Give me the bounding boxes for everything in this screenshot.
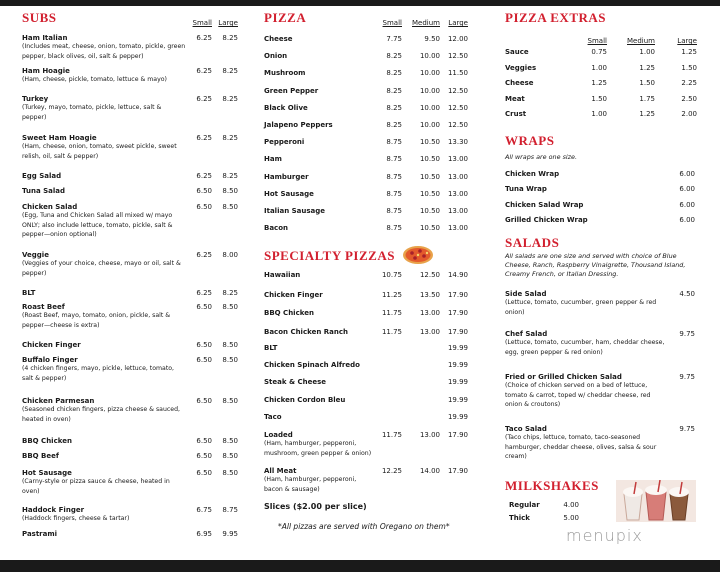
specialty-item-large-price: 19.99 — [447, 413, 468, 421]
extras-item-medium-price: 1.75 — [639, 94, 655, 103]
extras-title: PIZZA EXTRAS — [505, 10, 606, 25]
wrap-item-price: 6.00 — [679, 185, 695, 194]
sub-item-desc: (Includes meat, cheese, onion, tomato, pickle, green pepper, black olives, oil, salt & pepper) — [22, 43, 186, 60]
pizza-item-large-price: 11.50 — [447, 69, 468, 78]
pizza-item — [264, 224, 474, 232]
pizza-item-name: Pepperoni — [264, 138, 305, 147]
sub-item-name: Veggie — [22, 251, 49, 259]
milkshake-item — [509, 514, 589, 522]
sub-item-name: Chicken Finger — [22, 341, 81, 349]
pizza-item — [264, 138, 474, 146]
sub-item-name: Turkey — [22, 95, 49, 103]
sub-item-large-price: 8.25 — [222, 95, 238, 103]
sub-item-name: Haddock Finger — [22, 506, 85, 514]
wrap-item-name: Tuna Wrap — [505, 185, 547, 194]
specialty-item-large-price: 19.99 — [447, 361, 468, 369]
extras-item-name: Crust — [505, 110, 527, 118]
pizza-item-small-price: 8.75 — [386, 138, 402, 147]
sub-item-desc: (Carny-style or pizza sauce & cheese, heated in oven) — [22, 478, 170, 495]
sub-item-small-price: 6.25 — [196, 289, 212, 297]
pizza-item-name: Bacon — [264, 224, 289, 233]
specialty-item — [264, 309, 474, 317]
subs-header — [22, 10, 244, 32]
sub-item-name: Tuna Salad — [22, 187, 66, 195]
specialty-item-name: All Meat — [264, 467, 297, 475]
salad-item-price: 4.50 — [679, 290, 695, 298]
salad-item-name: Chef Salad — [505, 330, 548, 338]
specialty-item-desc: (Ham, hamburger, pepperoni, bacon & sausage) — [264, 476, 357, 493]
right-column — [505, 10, 703, 522]
sub-item — [22, 34, 244, 61]
extras-item — [505, 79, 703, 87]
pizza-item-large-price: 12.50 — [447, 121, 468, 129]
specialty-item-medium-price: 14.00 — [419, 467, 440, 475]
extras-item-small-price: 1.00 — [591, 63, 607, 72]
sub-item — [22, 397, 244, 424]
extras-item — [505, 95, 703, 103]
wrap-item — [505, 185, 703, 193]
specialty-item-medium-price: 12.50 — [419, 271, 440, 279]
specialty-item — [264, 467, 474, 494]
salad-item — [505, 373, 703, 410]
pizza-item — [264, 69, 474, 77]
subs-title: SUBS — [22, 10, 57, 25]
sub-item-large-price: 8.50 — [222, 187, 238, 195]
sub-item-large-price: 8.25 — [222, 289, 238, 297]
slices-price: Slices ($2.00 per slice) — [264, 502, 367, 511]
sub-item — [22, 251, 244, 278]
sub-item-large-price: 8.25 — [222, 134, 238, 142]
pizza-item-medium-price: 10.50 — [419, 138, 440, 147]
pizza-item-large-price: 13.30 — [447, 138, 468, 147]
specialty-item-large-price: 17.90 — [447, 467, 468, 475]
sub-item — [22, 437, 244, 445]
pizza-item-large-price: 12.50 — [447, 52, 468, 61]
sub-item-desc: (4 chicken fingers, mayo, pickle, lettuce, tomato, salt & pepper) — [22, 365, 175, 382]
specialty-item-name: Hawaiian — [264, 271, 301, 279]
extras-item-small-price: 1.00 — [591, 110, 607, 118]
salad-item-desc: (Taco chips, lettuce, tomato, taco-seasoned hamburger, cheddar cheese, olives, salsa & sour cream) — [505, 434, 657, 461]
sub-item-small-price: 6.50 — [196, 203, 212, 211]
salad-item — [505, 290, 703, 317]
specialty-item-large-price: 19.99 — [447, 378, 468, 386]
salad-item-name: Taco Salad — [505, 425, 547, 433]
sub-item-large-price: 8.50 — [222, 452, 238, 460]
wrap-item-price: 6.00 — [679, 215, 695, 224]
specialty-item-medium-price: 13.00 — [419, 431, 440, 439]
salad-item-desc: (Lettuce, tomato, cucumber, green pepper & red onion) — [505, 299, 657, 316]
specialty-item — [264, 291, 474, 299]
sub-item — [22, 67, 244, 85]
wrap-item-name: Grilled Chicken Wrap — [505, 215, 588, 224]
wrap-item — [505, 170, 703, 178]
pizza-item — [264, 173, 474, 181]
pizza-item-medium-price: 10.50 — [419, 155, 440, 164]
salad-item-desc: (Choice of chicken served on a bed of lettuce, tomato & carrot, toped w/ cheddar cheese, red onion & croutons) — [505, 382, 651, 409]
salad-item-price: 9.75 — [679, 373, 695, 381]
pizza-item-name: Hamburger — [264, 172, 309, 181]
sub-item — [22, 134, 244, 161]
top-border — [0, 0, 720, 6]
extras-item — [505, 48, 703, 56]
specialty-item-large-price: 19.99 — [447, 396, 468, 404]
pizza-header — [264, 10, 474, 32]
specialty-item-name: Chicken Cordon Bleu — [264, 396, 346, 404]
sub-item-large-price: 8.50 — [222, 356, 238, 364]
extras-item — [505, 110, 703, 118]
specialty-item — [264, 328, 474, 336]
pizza-item-name: Green Pepper — [264, 86, 319, 95]
extras-item-name: Cheese — [505, 79, 534, 87]
specialty-item-large-price: 17.90 — [447, 291, 468, 299]
sub-item-large-price: 8.25 — [222, 67, 238, 75]
pizza-item-small-price: 8.25 — [386, 52, 402, 61]
extras-item-small-price: 0.75 — [591, 48, 607, 56]
wrap-item-name: Chicken Salad Wrap — [505, 200, 584, 209]
wrap-item-name: Chicken Wrap — [505, 170, 560, 178]
salad-item-price: 9.75 — [679, 330, 695, 338]
sub-item — [22, 203, 244, 240]
milkshake-item-price: 5.00 — [563, 514, 579, 522]
subs-small-header: Small — [192, 19, 212, 27]
oregano-note: *All pizzas are served with Oregano on them* — [278, 522, 450, 531]
pizza-item-large-price: 12.00 — [447, 35, 468, 43]
specialty-item-name: Chicken Finger — [264, 291, 323, 299]
pizza-icon — [402, 245, 434, 265]
sub-item-large-price: 8.50 — [222, 469, 238, 477]
sub-item-name: BBQ Beef — [22, 452, 59, 460]
sub-item-large-price: 8.50 — [222, 397, 238, 405]
sub-item-small-price: 6.50 — [196, 187, 212, 195]
pizza-item-medium-price: 9.50 — [424, 35, 440, 43]
extras-item-medium-price: 1.25 — [639, 63, 655, 72]
sub-item-large-price: 8.75 — [222, 506, 238, 514]
pizza-section — [264, 10, 474, 531]
extras-item-large-price: 2.50 — [681, 94, 697, 103]
specialty-item-small-price: 11.75 — [381, 431, 402, 439]
subs-large-header: Large — [218, 19, 238, 27]
sub-item-small-price: 6.50 — [196, 341, 212, 349]
specialty-item-small-price: 10.75 — [381, 271, 402, 279]
pizza-item-large-price: 12.50 — [447, 86, 468, 95]
pizza-item — [264, 121, 474, 129]
extras-item-name: Veggies — [505, 63, 537, 72]
specialty-item-large-price: 17.90 — [447, 309, 468, 317]
sub-item-desc: (Turkey, mayo, tomato, pickle, lettuce, salt & pepper) — [22, 104, 162, 121]
sub-item-name: Ham Hoagie — [22, 67, 70, 75]
sub-item — [22, 452, 244, 460]
salad-item-desc: (Lettuce, tomato, cucumber, ham, cheddar cheese, egg, green pepper & red onion) — [505, 339, 665, 356]
specialty-item-name: Bacon Chicken Ranch — [264, 328, 348, 336]
specialty-title: SPECIALTY PIZZAS — [264, 248, 395, 263]
salads-note: All salads are one size and served with choice of Blue Cheese, Ranch, Raspberry Vinaigrette, Thousand Island, Creamy French, or Italian Dressing. — [505, 252, 686, 278]
specialty-item-medium-price: 13.00 — [419, 328, 440, 336]
extras-item-large-price: 2.00 — [681, 110, 697, 118]
sub-item-name: Pastrami — [22, 530, 58, 538]
pizza-item-name: Hot Sausage — [264, 189, 314, 198]
pizza-item-name: Italian Sausage — [264, 207, 326, 215]
pizza-item-small-price: 8.75 — [386, 207, 402, 215]
pizza-item-medium-price: 10.00 — [419, 103, 440, 112]
specialty-item-large-price: 14.90 — [447, 271, 468, 279]
specialty-item-large-price: 19.99 — [447, 344, 468, 352]
pizza-item — [264, 104, 474, 112]
sub-item-name: Buffalo Finger — [22, 356, 78, 364]
pizza-item-medium-price: 10.00 — [419, 121, 440, 129]
pizza-item-large-price: 13.00 — [447, 155, 468, 164]
wraps-note: All wraps are one size. — [505, 153, 577, 161]
specialty-item — [264, 378, 474, 386]
pizza-item-medium-price: 10.00 — [419, 52, 440, 61]
sub-item-name: BLT — [22, 289, 36, 297]
specialty-item-name: BBQ Chicken — [264, 309, 314, 317]
specialty-item-small-price: 11.25 — [381, 291, 402, 299]
sub-item-large-price: 8.25 — [222, 34, 238, 42]
pizza-item-large-price: 13.00 — [447, 224, 468, 233]
milkshake-item-price: 4.00 — [563, 501, 579, 509]
pizza-item-medium-price: 10.50 — [419, 224, 440, 233]
pizza-item-medium-price: 10.50 — [419, 207, 440, 215]
milkshake-icon — [616, 480, 696, 522]
specialty-item — [264, 413, 474, 421]
pizza-item-small-price: 8.25 — [386, 121, 402, 129]
sub-item-large-price: 8.25 — [222, 172, 238, 180]
specialty-item-name: Taco — [264, 413, 282, 421]
salad-item-price: 9.75 — [679, 425, 695, 433]
sub-item-small-price: 6.25 — [196, 251, 212, 259]
sub-item-small-price: 6.50 — [196, 437, 212, 445]
specialty-header — [264, 248, 474, 268]
pizza-large-header: Large — [448, 19, 468, 27]
subs-section — [22, 10, 244, 538]
pizza-title: PIZZA — [264, 10, 307, 25]
sub-item — [22, 530, 244, 538]
pizza-item-large-price: 12.50 — [447, 103, 468, 112]
extras-item-large-price: 1.50 — [681, 63, 697, 72]
specialty-item-name: Loaded — [264, 431, 293, 439]
extras-item — [505, 64, 703, 72]
sub-item-large-price: 8.50 — [222, 341, 238, 349]
sub-item-small-price: 6.95 — [196, 530, 212, 538]
milkshake-item-name: Regular — [509, 501, 540, 509]
pizza-item-small-price: 8.25 — [386, 103, 402, 112]
sub-item — [22, 187, 244, 195]
pizza-item-name: Onion — [264, 52, 288, 61]
salad-item-name: Fried or Grilled Chicken Salad — [505, 373, 622, 381]
wraps-title: WRAPS — [505, 133, 555, 148]
pizza-item — [264, 87, 474, 95]
wrap-item-price: 6.00 — [679, 200, 695, 209]
pizza-item-large-price: 13.00 — [447, 207, 468, 215]
extras-item-medium-price: 1.00 — [639, 48, 655, 56]
extras-medium-header: Medium — [627, 37, 655, 45]
sub-item-small-price: 6.25 — [196, 134, 212, 142]
milkshake-item-name: Thick — [509, 514, 530, 522]
specialty-item — [264, 344, 474, 352]
extras-header — [505, 10, 703, 45]
salad-item — [505, 425, 703, 462]
pizza-item-small-price: 8.25 — [386, 69, 402, 78]
milkshakes-title: MILKSHAKES — [505, 478, 599, 493]
sub-item — [22, 303, 244, 330]
specialty-item-small-price: 11.75 — [381, 309, 402, 317]
pizza-item-small-price: 8.75 — [386, 224, 402, 233]
extras-small-header: Small — [587, 37, 607, 45]
salad-item — [505, 330, 703, 357]
sub-item — [22, 506, 244, 524]
specialty-item-small-price: 11.75 — [381, 328, 402, 336]
sub-item — [22, 341, 244, 349]
pizza-small-header: Small — [382, 19, 402, 27]
specialty-item-large-price: 17.90 — [447, 431, 468, 439]
pizza-item — [264, 190, 474, 198]
sub-item-small-price: 6.50 — [196, 356, 212, 364]
specialty-item — [264, 271, 474, 279]
specialty-item — [264, 431, 474, 458]
menupix-watermark: menupix — [566, 526, 643, 545]
pizza-item-medium-price: 10.50 — [419, 189, 440, 198]
pizza-item-medium-price: 10.00 — [419, 69, 440, 78]
pizza-item — [264, 52, 474, 60]
pizza-item-small-price: 8.75 — [386, 189, 402, 198]
sub-item-small-price: 6.25 — [196, 67, 212, 75]
pizza-item-name: Jalapeno Peppers — [264, 121, 333, 129]
sub-item-name: Chicken Parmesan — [22, 397, 95, 405]
extras-item-large-price: 1.25 — [681, 48, 697, 56]
sub-item-name: Hot Sausage — [22, 469, 72, 477]
sub-item-desc: (Egg, Tuna and Chicken Salad all mixed w/ mayo ONLY; also include lettuce, tomato, pickle, salt & pepper—onion optional) — [22, 212, 173, 239]
pizza-item-large-price: 13.00 — [447, 172, 468, 181]
sub-item-name: Chicken Salad — [22, 203, 78, 211]
specialty-item — [264, 396, 474, 404]
extras-item-name: Sauce — [505, 48, 529, 56]
pizza-item-medium-price: 10.50 — [419, 172, 440, 181]
sub-item-desc: (Veggies of your choice, cheese, mayo or oil, salt & pepper) — [22, 260, 181, 277]
pizza-medium-header: Medium — [412, 19, 440, 27]
sub-item-small-price: 6.50 — [196, 469, 212, 477]
extras-item-name: Meat — [505, 94, 525, 103]
wrap-item — [505, 216, 703, 224]
salads-title: SALADS — [505, 235, 560, 250]
salad-item-name: Side Salad — [505, 290, 547, 298]
sub-item-desc: (Roast Beef, mayo, tomato, onion, pickle, salt & pepper—cheese is extra) — [22, 312, 171, 329]
sub-item-desc: (Haddock fingers, cheese & tartar) — [22, 515, 130, 522]
specialty-item-name: Chicken Spinach Alfredo — [264, 361, 360, 369]
pizza-item-name: Black Olive — [264, 103, 308, 112]
specialty-item — [264, 361, 474, 369]
sub-item-name: Roast Beef — [22, 303, 65, 311]
sub-item-desc: (Ham, cheese, pickle, tomato, lettuce & mayo) — [22, 76, 167, 83]
pizza-item — [264, 155, 474, 163]
sub-item-large-price: 8.00 — [222, 251, 238, 259]
pizza-item-large-price: 13.00 — [447, 189, 468, 198]
sub-item-small-price: 6.50 — [196, 452, 212, 460]
specialty-item-desc: (Ham, hamburger, pepperoni, mushroom, green pepper & onion) — [264, 440, 372, 457]
extras-item-medium-price: 1.25 — [639, 110, 655, 118]
specialty-item-name: Steak & Cheese — [264, 378, 327, 386]
sub-item-name: Egg Salad — [22, 172, 62, 180]
sub-item — [22, 356, 244, 383]
sub-item-small-price: 6.25 — [196, 34, 212, 42]
specialty-item-small-price: 12.25 — [381, 467, 402, 475]
sub-item — [22, 172, 244, 180]
extras-item-medium-price: 1.50 — [639, 79, 655, 87]
extras-item-small-price: 1.25 — [591, 79, 607, 87]
specialty-item-medium-price: 13.00 — [419, 309, 440, 317]
sub-item-small-price: 6.75 — [196, 506, 212, 514]
sub-item — [22, 289, 244, 297]
sub-item-large-price: 8.50 — [222, 303, 238, 311]
milkshake-item — [509, 501, 589, 509]
pizza-item-small-price: 8.75 — [386, 172, 402, 181]
sub-item-large-price: 9.95 — [222, 530, 238, 538]
specialty-item-large-price: 17.90 — [447, 328, 468, 336]
wrap-item-price: 6.00 — [679, 170, 695, 178]
sub-item — [22, 95, 244, 122]
sub-item-small-price: 6.25 — [196, 172, 212, 180]
sub-item-small-price: 6.25 — [196, 95, 212, 103]
pizza-item-small-price: 8.25 — [386, 86, 402, 95]
pizza-item-name: Cheese — [264, 35, 293, 43]
pizza-item-medium-price: 10.00 — [419, 86, 440, 95]
pizza-item — [264, 35, 474, 43]
pizza-item — [264, 207, 474, 215]
sub-item-desc: (Ham, cheese, onion, tomato, sweet pickle, sweet relish, oil, salt & pepper) — [22, 143, 177, 160]
pizza-item-name: Mushroom — [264, 69, 306, 78]
extras-item-small-price: 1.50 — [591, 94, 607, 103]
bottom-border — [0, 560, 720, 572]
pizza-item-name: Ham — [264, 155, 282, 164]
specialty-item-name: BLT — [264, 344, 278, 352]
sub-item-name: BBQ Chicken — [22, 437, 72, 445]
sub-item-name: Ham Italian — [22, 34, 68, 42]
sub-item-small-price: 6.50 — [196, 397, 212, 405]
sub-item-large-price: 8.50 — [222, 203, 238, 211]
pizza-item-small-price: 7.75 — [386, 35, 402, 43]
sub-item-large-price: 8.50 — [222, 437, 238, 445]
sub-item — [22, 469, 244, 496]
extras-large-header: Large — [677, 37, 697, 45]
pizza-item-small-price: 8.75 — [386, 155, 402, 164]
specialty-item-medium-price: 13.50 — [419, 291, 440, 299]
extras-item-large-price: 2.25 — [681, 79, 697, 87]
wrap-item — [505, 201, 703, 209]
sub-item-small-price: 6.50 — [196, 303, 212, 311]
sub-item-desc: (Seasoned chicken fingers, pizza cheese & sauced, heated in oven) — [22, 406, 180, 423]
sub-item-name: Sweet Ham Hoagie — [22, 134, 97, 142]
